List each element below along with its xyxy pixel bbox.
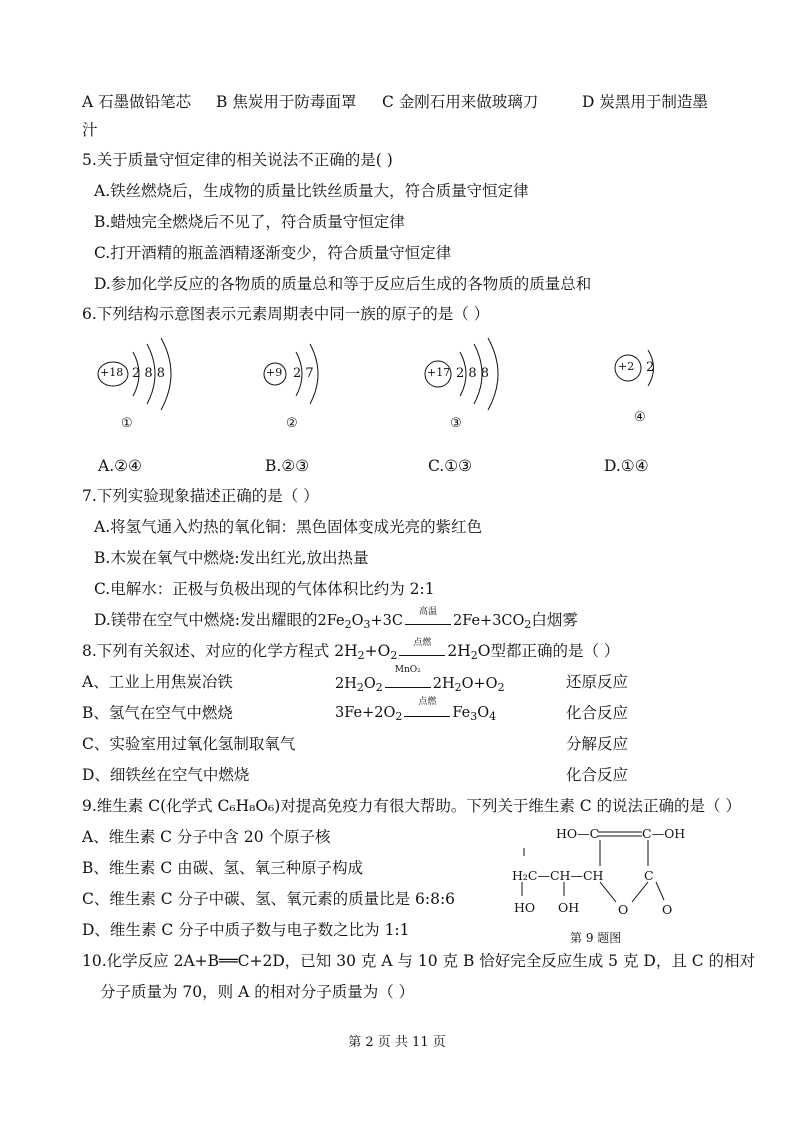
q5-option-d: D.参加化学反应的各物质的质量总和等于反应后生成的各物质的质量总和 [94,275,592,293]
q9-stem: 9.维生素 C(化学式 C₆H₈O₆)对提高免疫力有很大帮助。下列关于维生素 C 的说法正确的是（ ） [82,797,741,815]
q6-option-d: D.①④ [604,457,649,475]
shell-electrons: 2 [646,360,655,375]
q9-option-a: A、维生素 C 分子中含 20 个原子核 [82,828,331,846]
q6-option-b: B.②③ [265,457,310,475]
atom-label: ② [286,416,298,431]
shell-electrons: 2 7 [293,366,314,381]
shell-electrons: 2 8 8 [132,366,166,381]
q8-row-c-type: 分解反应 [566,735,629,753]
q8-row-a-type: 还原反应 [566,673,629,691]
q7-option-b: B.木炭在氧气中燃烧:发出红光,放出热量 [94,549,369,567]
q8-equation-1: $2H_2O_2$ MnO₂ $2H_2O+O_2$ [335,665,505,694]
atom-label: ③ [450,416,462,431]
q8-stem: 8.下列有关叙述、对应的化学方程式 $2H_2+O_2$ 点燃 $2H_2O$型都正确的是（ ） [82,638,620,662]
q5-stem: 5.关于质量守恒定律的相关说法不正确的是( ) [82,151,393,169]
q8-row-d-desc: D、细铁丝在空气中燃烧 [82,766,250,784]
q4-option-d: D 炭黑用于制造墨 [582,93,708,111]
q8-row-b-type: 化合反应 [566,704,629,722]
q8-row-b-desc: B、氢气在空气中燃烧 [82,704,233,722]
atom-diagram-3 [422,334,542,444]
atom-label: ① [121,416,133,431]
q5-option-c: C.打开酒精的瓶盖酒精逐渐变少，符合质量守恒定律 [94,244,452,262]
nucleus-charge: +9 [266,366,283,379]
q10-line2: 分子质量为 70，则 A 的相对分子质量为（ ） [100,983,415,1001]
q9-option-d: D、维生素 C 分子中质子数与电子数之比为 1:1 [82,921,410,939]
q7-option-a: A.将氢气通入灼热的氧化铜：黑色固体变成光亮的紫红色 [94,518,483,536]
q5-option-a: A.铁丝燃烧后，生成物的质量比铁丝质量大，符合质量守恒定律 [94,182,529,200]
q9-option-c: C、维生素 C 分子中碳、氢、氧元素的质量比是 6:8:6 [82,890,456,908]
q7-option-c: C.电解水：正极与负极出现的气体体积比约为 2:1 [94,580,435,598]
figure-caption: 第 9 题图 [570,931,622,945]
q4-option-c: C 金刚石用来做玻璃刀 [382,93,539,111]
q5-option-b: B.蜡烛完全燃烧后不见了，符合质量守恒定律 [94,213,405,231]
q4-option-b: B 焦炭用于防毒面罩 [216,93,357,111]
atom-label: ④ [634,410,646,425]
q8-row-c-desc: C、实验室用过氧化氢制取氧气 [82,735,296,753]
q10-line1: 10.化学反应 2A+B══C+2D，已知 30 克 A 与 10 克 B 恰好完全反应生成 5 克 D，且 C 的相对 [82,952,756,970]
q6-option-c: C.①③ [428,457,473,475]
atom-diagram-4 [612,334,732,444]
q8-row-a-desc: A、工业上用焦炭冶铁 [82,673,233,691]
q9-option-b: B、维生素 C 由碳、氢、氧三种原子构成 [82,859,364,877]
q6-option-a: A.②④ [98,457,142,475]
q8-equation-2: $3Fe+2O_2$ 点燃 $Fe_3O_4$ [335,697,497,723]
q8-row-d-type: 化合反应 [566,766,629,784]
q4-option-d-cont: 汁 [82,121,98,139]
page-footer: 第 2 页 共 11 页 [348,1035,446,1050]
shell-electrons: 2 8 8 [456,366,490,381]
nucleus-charge: +2 [618,360,635,373]
nucleus-charge: +17 [427,366,451,379]
q4-option-a: A 石墨做铅笔芯 [82,93,192,111]
q7-option-d: D.镁带在空气中燃烧:发出耀眼的$2Fe_2O_3+3C$ 高温 $2Fe+3CO_2$白烟雾 [94,607,578,631]
vitamin-c-structure: HO—C C—OH H₂C—CH—CH C HO OH O O [508,822,708,930]
atom-diagram-1 [95,334,215,444]
nucleus-charge: +18 [100,366,124,379]
overprinted-equation: $2Fe_2O_3+3C$ 高温 $2Fe+3CO_2$ [317,607,532,631]
atom-diagram-2 [262,334,382,444]
q7-stem: 7.下列实验现象描述正确的是（ ） [82,487,319,505]
q6-stem: 6.下列结构示意图表示元素周期表中同一族的原子的是（ ） [82,305,490,323]
